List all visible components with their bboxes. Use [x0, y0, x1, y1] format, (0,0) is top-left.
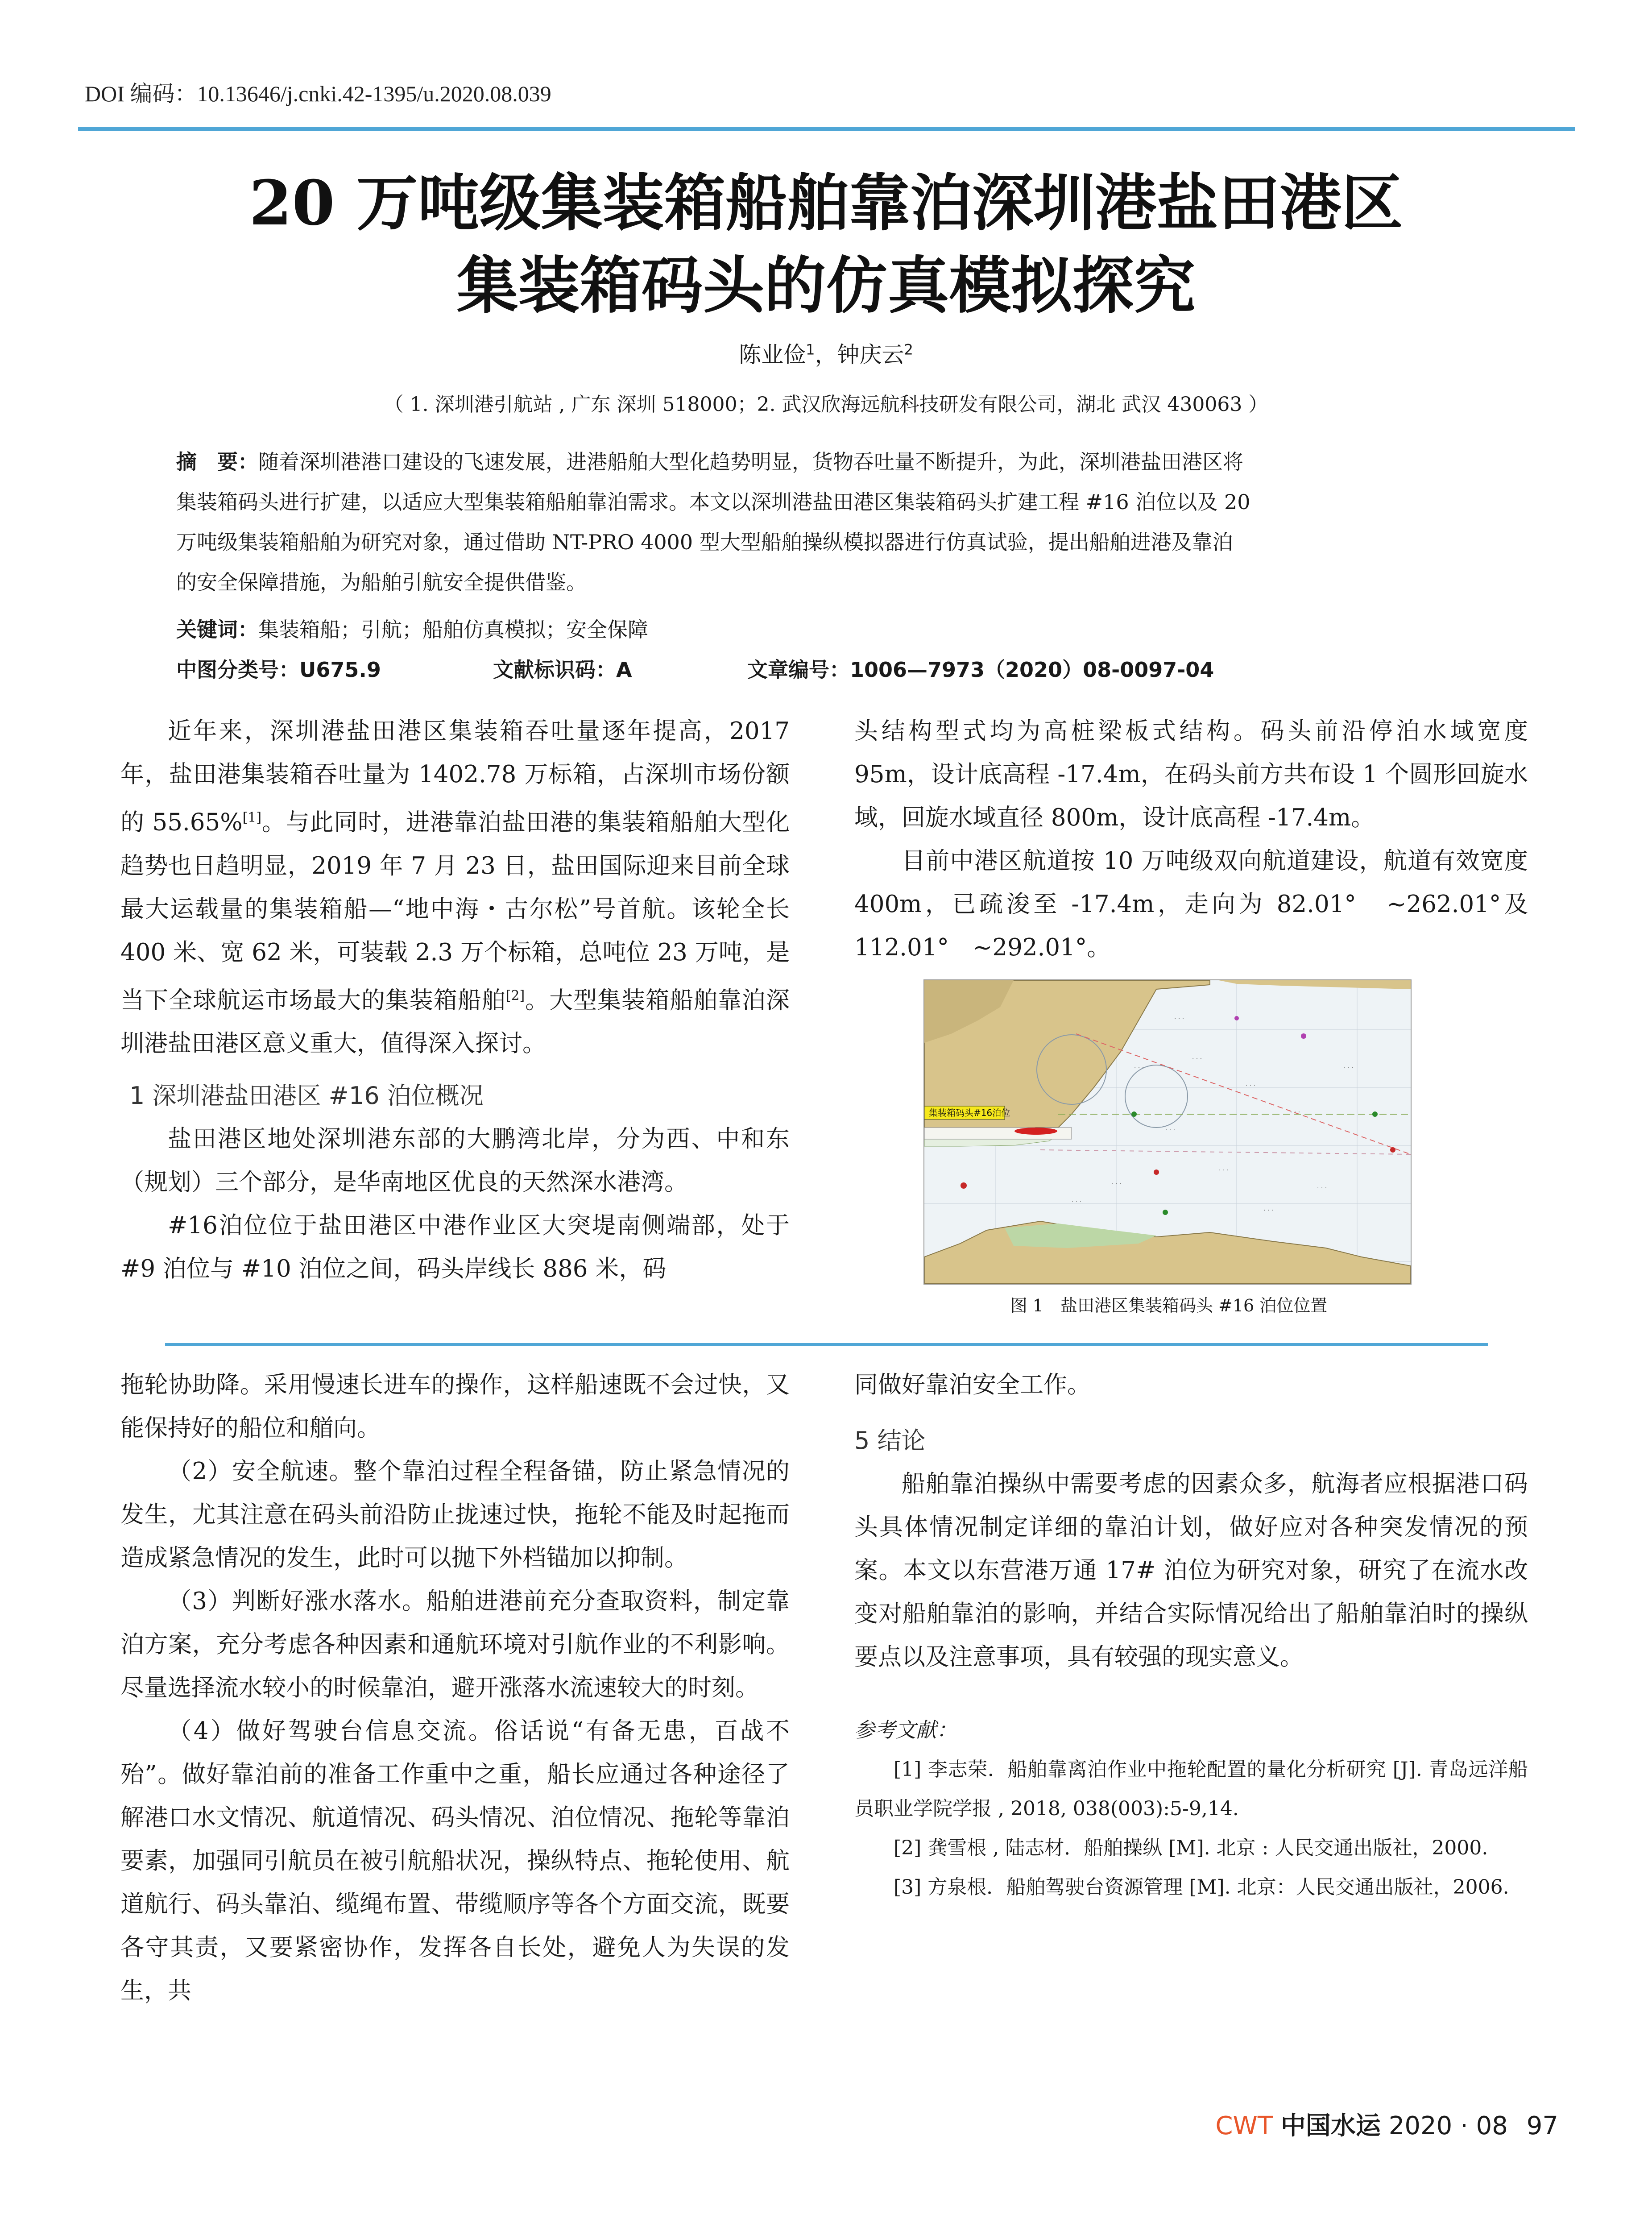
svg-text:· · ·: · · · [1174, 1015, 1184, 1022]
author-1-sup: 1 [806, 341, 815, 358]
article-number: 文章编号：1006—7973（2020）08-0097-04 [747, 658, 1214, 682]
section1-paragraph-2: #16泊位位于盐田港区中港作业区大突堤南侧端部，处于 #9 泊位与 #10 泊位之间，码头岸线长 886 米，码 [120, 1212, 790, 1283]
author-sep: ， [815, 342, 837, 368]
intro-paragraph: 近年来，深圳港盐田港区集装箱吞吐量逐年提高，2017 年，盐田港集装箱吞吐量为 1402.78 万标箱，占深圳市场份额的 55.65%[1]。与此同时，进港靠泊盐田港的集装箱船舶大型化趋势也日趋明显，2019 年 7 月 23 日，盐田国际迎来目前全球最大运载量的集装箱船—“地中海・古尔松”号首航。该轮全长 400 米、宽 62 米，可装载 2.3 万个标箱，总吨位 23 万吨，是当下全球航运市场最大的集装箱船舶[2]。大型集装箱船舶靠泊深圳港盐田港区意义重大，值得深入探讨。 [120, 717, 790, 1057]
lower-right-column [854, 1363, 1528, 1907]
lower-paragraph-4: （4）做好驾驶台信息交流。俗话说“有备无患，百战不殆”。做好靠泊前的准备工作重中之重，船长应通过各种途径了解港口水文情况、航道情况、码头情况、泊位情况、拖轮等靠泊要素，加强同引航员在被引航船状况，操纵特点、拖轮使用、航道航行、码头靠泊、缆绳布置、带缆顺序等各个方面交流，既要各守其责，又要紧密协作，发挥各自长处，避免人为失误的发生，共 [120, 1717, 790, 2004]
lower-paragraph-3: （3）判断好涨水落水。船舶进港前充分查取资料，制定靠泊方案，充分考虑各种因素和通航环境对引航作业的不利影响。尽量选择流水较小的时候靠泊，避开涨落水流速较大的时刻。 [120, 1588, 790, 1701]
upper-left-column [120, 709, 790, 1290]
footer-page: 97 [1526, 2111, 1558, 2140]
svg-text:· · ·: · · · [1263, 1207, 1274, 1214]
svg-text:· · ·: · · · [1112, 1180, 1122, 1187]
svg-text:· · ·: · · · [1344, 1064, 1354, 1071]
svg-text:· · ·: · · · [1246, 1082, 1256, 1089]
lower-paragraph-2: （2）安全航速。整个靠泊过程全程备锚，防止紧急情况的发生，尤其注意在码头前沿防止拢速过快，拖轮不能及时起拖而造成紧急情况的发生，此时可以抛下外档锚加以抑制。 [120, 1458, 790, 1572]
footer-magazine: 中国水运 [1280, 2111, 1381, 2140]
title-line-1: 20 万吨级集装箱船舶靠泊深圳港盐田港区 [249, 166, 1403, 239]
lower-paragraph-1: 拖轮协助降。采用慢速长进车的操作，这样船速既不会过快，又能保持好的船位和艏向。 [120, 1371, 790, 1442]
reference-2: [2] 龚雪根 , 陆志材．船舶操纵 [M]. 北京 : 人民交通出版社，2000. [894, 1837, 1488, 1859]
author-1: 陈业俭 [739, 342, 806, 368]
classification [176, 654, 1470, 683]
author-2: 钟庆云 [837, 342, 904, 368]
clc-number: 中图分类号：U675.9 [176, 658, 381, 682]
lower-left-column [120, 1363, 790, 2012]
keywords-text: 集装箱船；引航；船舶仿真模拟；安全保障 [258, 618, 648, 642]
footer-cwt: CWT [1215, 2111, 1273, 2140]
references-list [854, 1750, 1528, 1907]
nautical-chart-svg [924, 980, 1411, 1284]
svg-text:· · ·: · · · [1192, 1055, 1202, 1062]
svg-text:· · ·: · · · [1219, 1167, 1229, 1174]
svg-text:· · ·: · · · [1134, 1064, 1144, 1071]
abstract-line-4: 的安全保障措施，为船舶引航安全提供借鉴。 [176, 570, 587, 594]
upper-right-column [854, 709, 1528, 969]
section-heading-5: 5 结论 [854, 1427, 926, 1455]
svg-text:· · ·: · · · [1072, 1198, 1082, 1205]
doi-line: DOI 编码：10.13646/j.cnki.42-1395/u.2020.08.039 [85, 81, 551, 106]
top-rule [78, 127, 1575, 131]
svg-text:· · ·: · · · [1290, 1109, 1300, 1116]
footer-issue: 2020 · 08 [1388, 2111, 1508, 2140]
keywords [176, 614, 1470, 643]
abstract-line-3: 万吨级集装箱船舶为研究对象，通过借助 NT-PRO 4000 型大型船舶操纵模拟器进行仿真试验，提出船舶进港及靠泊 [176, 530, 1233, 554]
title-line-2: 集装箱码头的仿真模拟探究 [456, 249, 1196, 322]
doc-code: 文献标识码：A [493, 658, 632, 682]
author-2-sup: 2 [904, 341, 913, 358]
svg-text:· · ·: · · · [1317, 1185, 1327, 1192]
middle-rule [165, 1343, 1488, 1346]
abstract-label: 摘 要： [176, 450, 258, 474]
authors [0, 337, 1652, 369]
abstract-line-2: 集装箱码头进行扩建，以适应大型集装箱船舶靠泊需求。本文以深圳港盐田港区集装箱码头扩建工程 #16 泊位以及 20 [176, 490, 1250, 514]
reference-1: [1] 李志荣．船舶靠离泊作业中拖轮配置的量化分析研究 [J]. 青岛远洋船员职业学院学报 , 2018, 038(003):5-9,14. [854, 1758, 1528, 1820]
references-title: 参考文献： [854, 1718, 957, 1742]
channel-paragraph: 目前中港区航道按 10 万吨级双向航道建设，航道有效宽度 400m，已疏浚至 -17.4m，走向为 82.01° ~262.01°及 112.01° ~292.01°。 [854, 847, 1528, 961]
section-heading-1: 1 深圳港盐田港区 #16 泊位概况 [129, 1082, 484, 1110]
conclusion-paragraph: 船舶靠泊操纵中需要考虑的因素众多，航海者应根据港口码头具体情况制定详细的靠泊计划，做好应对各种突发情况的预案。本文以东营港万通 17# 泊位为研究对象，研究了在流水改变对船舶靠泊的影响，并结合实际情况给出了船舶靠泊时的操纵要点以及注意事项，具有较强的现实意义。 [854, 1470, 1528, 1671]
abstract-line-1: 随着深圳港港口建设的飞速发展，进港船舶大型化趋势明显，货物吞吐量不断提升，为此，深圳港盐田港区将 [258, 450, 1243, 474]
abstract [176, 442, 1470, 602]
section1-paragraph-1: 盐田港区地处深圳港东部的大鹏湾北岸，分为西、中和东（规划）三个部分，是华南地区优良的天然深水港湾。 [120, 1125, 790, 1196]
keywords-label: 关键词： [176, 618, 258, 642]
reference-3: [3] 方泉根．船舶驾驶台资源管理 [M]. 北京：人民交通出版社，2006. [894, 1876, 1509, 1899]
svg-text:· · ·: · · · [1165, 1127, 1176, 1134]
figure-1-caption: 图 1 盐田港区集装箱码头 #16 泊位位置 [1010, 1296, 1328, 1315]
figure-berth-label: 集装箱码头#16泊位 [929, 1107, 1010, 1118]
page-footer [1215, 2106, 1558, 2142]
lower-right-paragraph-1: 同做好靠泊安全工作。 [854, 1371, 1091, 1398]
figure-1-chart [923, 979, 1412, 1285]
berth-structure-paragraph: 头结构型式均为高桩梁板式结构。码头前沿停泊水域宽度 95m，设计底高程 -17.4m，在码头前方共布设 1 个圆形回旋水域，回旋水域直径 800m，设计底高程 -17.4m。 [854, 717, 1528, 831]
affiliation: （ 1. 深圳港引航站 , 广东 深圳 518000；2. 武汉欣海远航科技研发有限公司，湖北 武汉 430063 ） [384, 393, 1268, 416]
